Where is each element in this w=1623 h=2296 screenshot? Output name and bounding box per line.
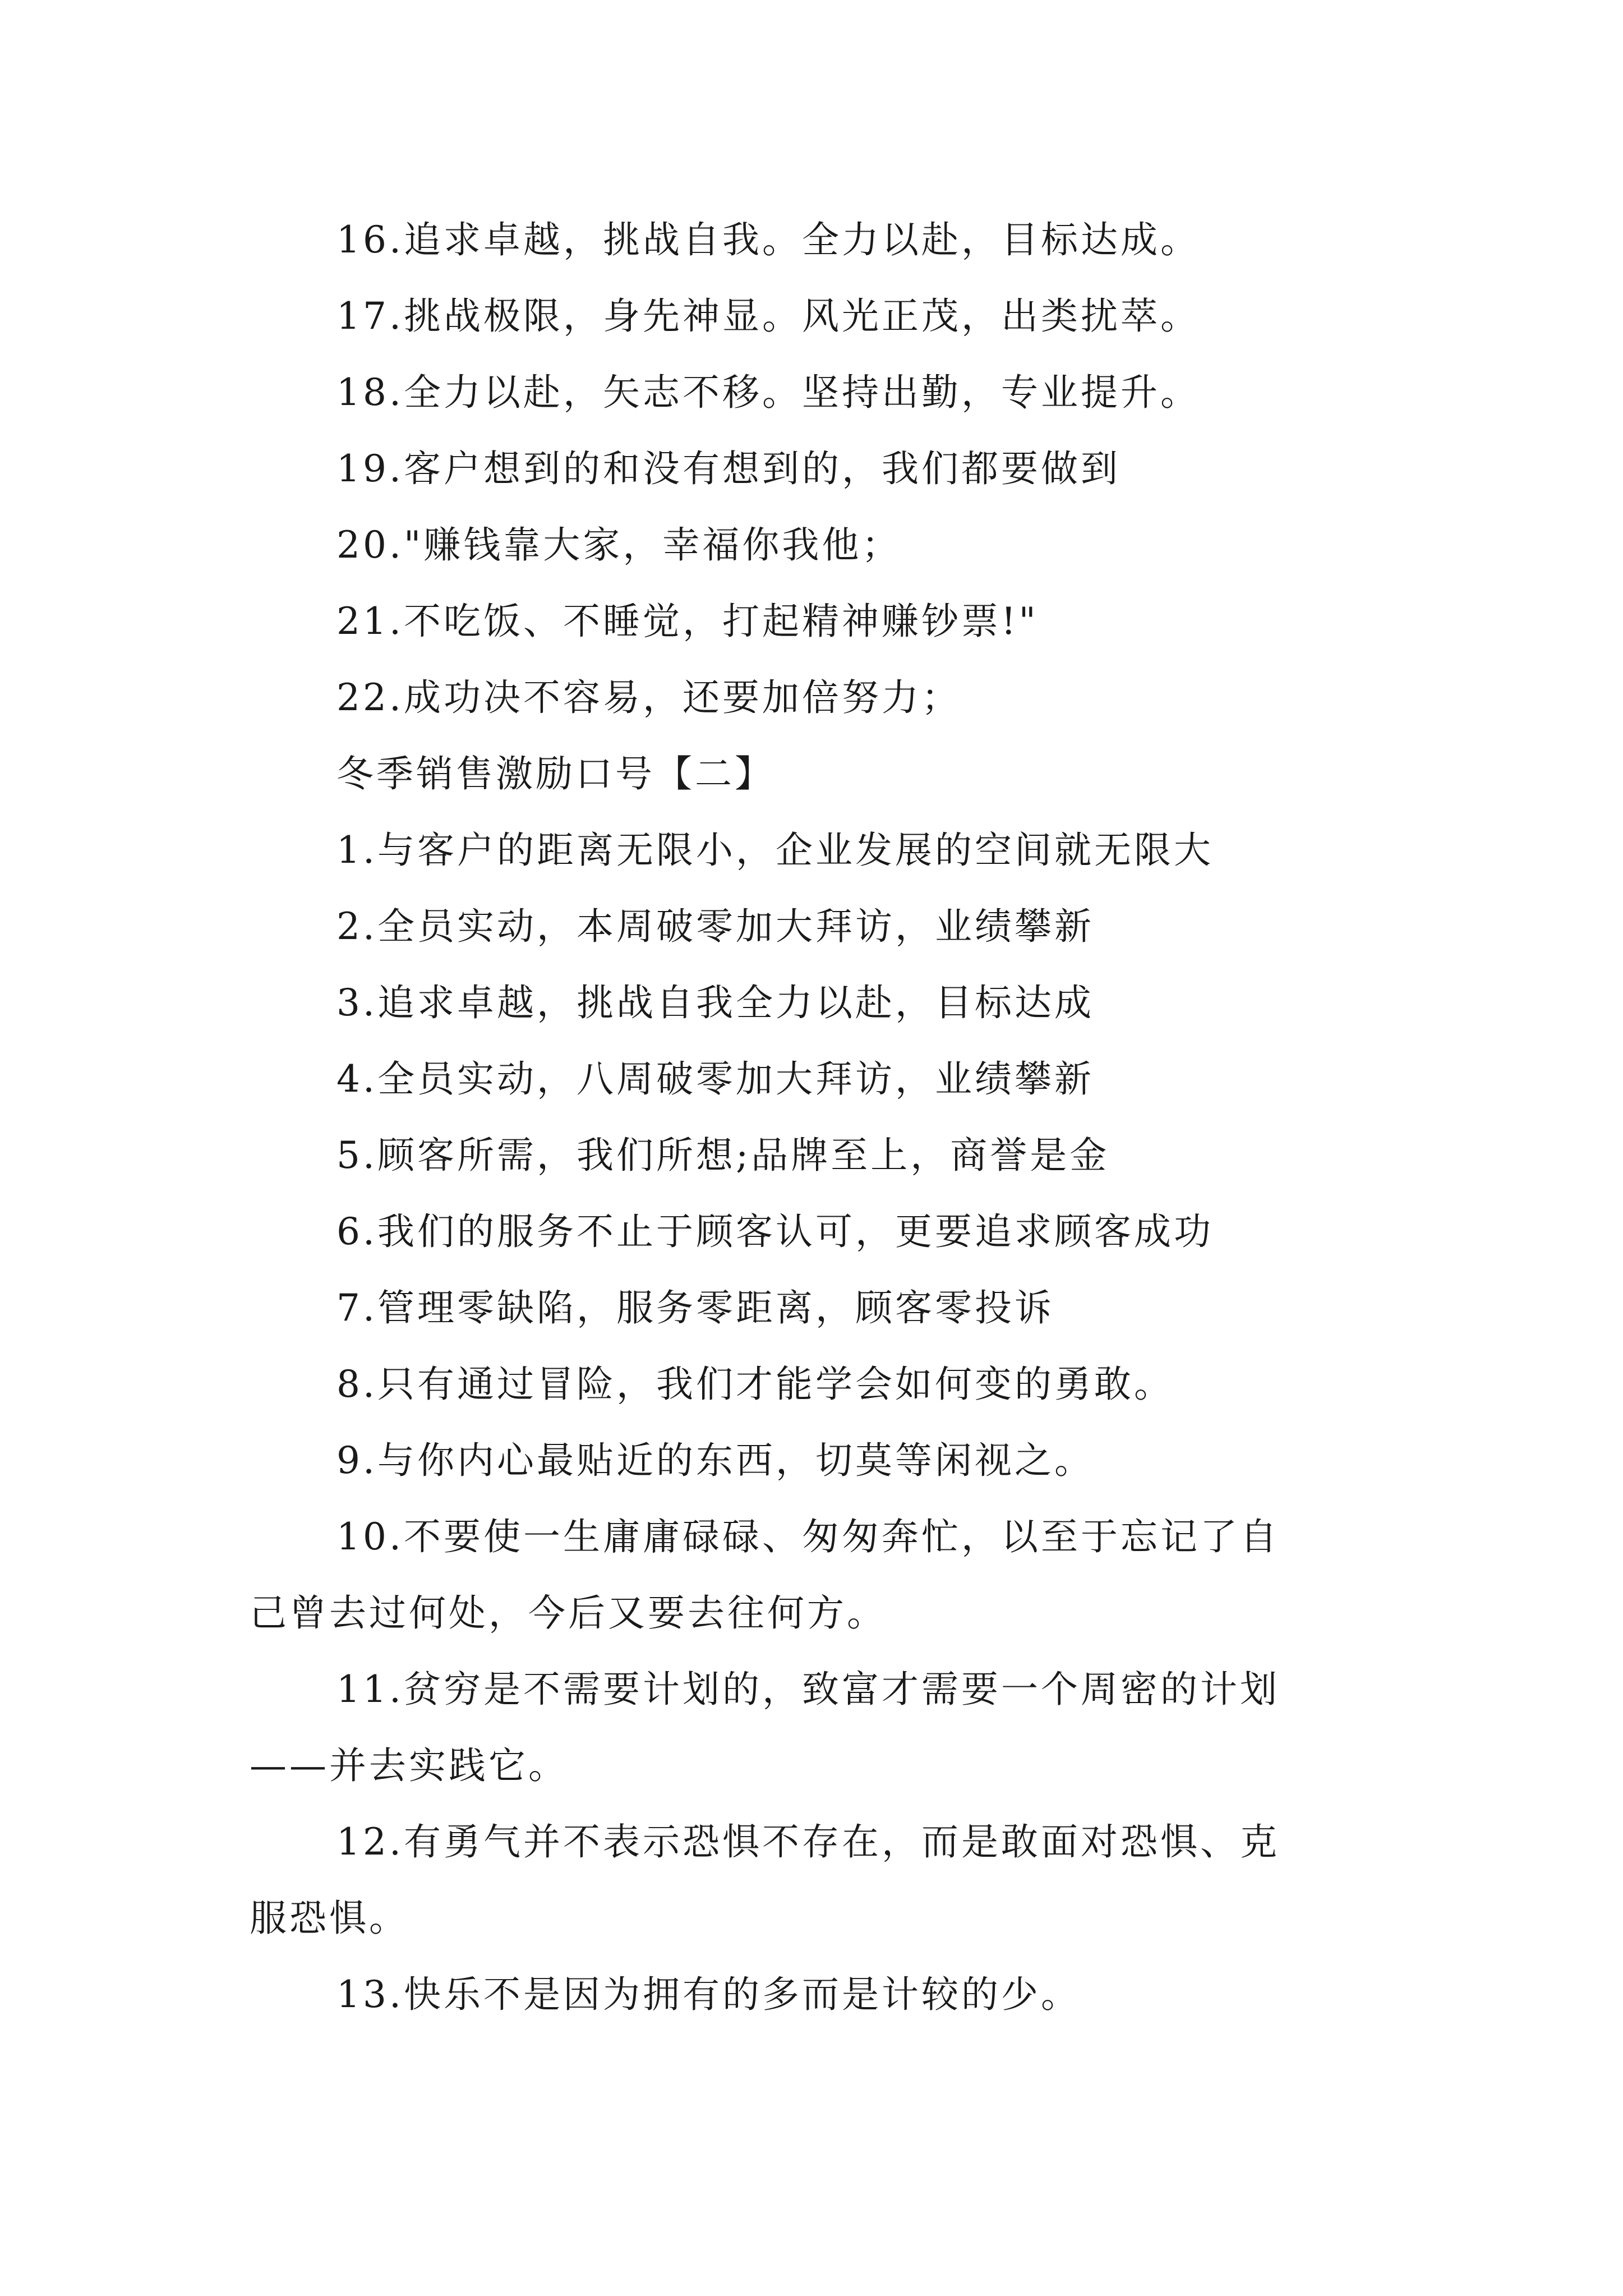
slogan-line: 18.全力以赴，矢志不移。坚持出勤，专业提升。	[336, 371, 1200, 414]
slogan-line: 13.快乐不是因为拥有的多而是计较的少。	[336, 1973, 1081, 2016]
quote-paragraph	[250, 1804, 1388, 1957]
slogan-line: 21.不吃饭、不睡觉，打起精神赚钞票!"	[336, 600, 1039, 643]
paragraph-line: 12.有勇气并不表示恐惧不存在，而是敢面对恐惧、克	[336, 1820, 1280, 1864]
paragraph-line: 10.不要使一生庸庸碌碌、匆匆奔忙，以至于忘记了自	[336, 1515, 1280, 1558]
slogan-line: 2.全员实动，本周破零加大拜访，业绩攀新	[336, 905, 1094, 948]
paragraph-line: 11.贫穷是不需要计划的，致富才需要一个周密的计划	[336, 1668, 1280, 1711]
quote-paragraph	[250, 1499, 1388, 1651]
slogan-line: 1.与客户的距离无限小，企业发展的空间就无限大	[336, 829, 1214, 872]
paragraph-line: 己曾去过何处，今后又要去往何方。	[250, 1591, 887, 1635]
document-body	[250, 202, 1388, 2033]
quote-paragraph	[250, 1651, 1388, 1804]
slogan-line: 6.我们的服务不止于顾客认可，更要追求顾客成功	[336, 1210, 1214, 1253]
slogan-line: 9.与你内心最贴近的东西，切莫等闲视之。	[336, 1439, 1094, 1482]
slogan-line: 22.成功决不容易，还要加倍努力；	[336, 676, 961, 719]
slogan-line: 7.管理零缺陷，服务零距离，顾客零投诉	[336, 1286, 1054, 1329]
slogan-line: 16.追求卓越，挑战自我。全力以赴，目标达成。	[336, 218, 1200, 261]
slogan-line: 17.挑战极限，身先神显。风光正茂，出类扰萃。	[336, 295, 1200, 338]
slogan-line: 4.全员实动，八周破零加大拜访，业绩攀新	[336, 1057, 1094, 1101]
slogan-line: 8.只有通过冒险，我们才能学会如何变的勇敢。	[336, 1363, 1174, 1406]
paragraph-line: 服恐惧。	[250, 1897, 409, 1940]
paragraph-line: ——并去实践它。	[250, 1744, 568, 1787]
slogan-line: 5.顾客所需，我们所想;品牌至上，商誉是金	[336, 1134, 1110, 1177]
slogan-line: 19.客户想到的和没有想到的，我们都要做到	[336, 447, 1121, 490]
section-heading: 冬季销售激励口号【二】	[336, 752, 774, 795]
slogan-line: 3.追求卓越，挑战自我全力以赴，目标达成	[336, 981, 1094, 1024]
slogan-line: 20."赚钱靠大家，幸福你我他；	[336, 523, 902, 567]
